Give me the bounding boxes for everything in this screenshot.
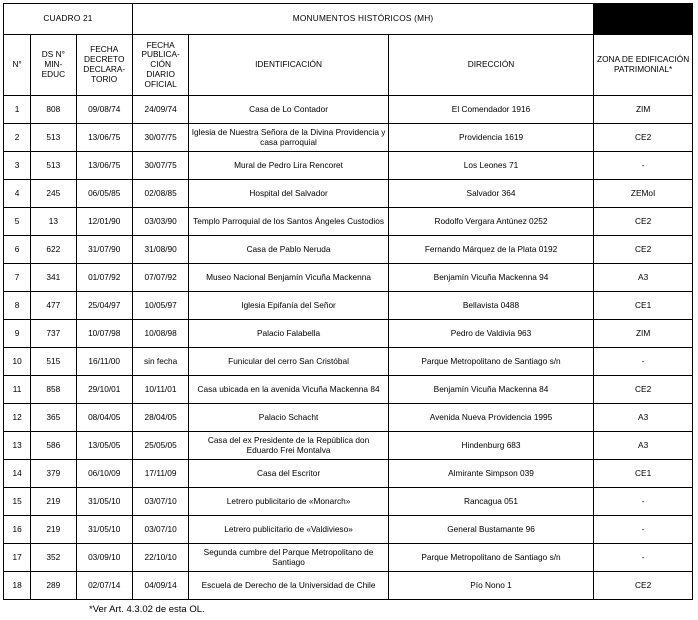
monumentos-historicos-table	[3, 3, 693, 600]
cell-identificacion: Hospital del Salvador	[189, 180, 388, 208]
table-body	[4, 4, 693, 600]
cell-fecha-decreto: 06/05/85	[76, 180, 132, 208]
cell-n: 17	[4, 544, 31, 572]
cell-zona: CE1	[594, 460, 693, 488]
cell-zona: -	[594, 544, 693, 572]
cell-ds: 289	[31, 572, 76, 600]
cell-n: 1	[4, 96, 31, 124]
cell-ds: 477	[31, 292, 76, 320]
cell-direccion: Salvador 364	[388, 180, 593, 208]
table-row	[4, 180, 693, 208]
cell-direccion: General Bustamante 96	[388, 516, 593, 544]
table-row	[4, 432, 693, 460]
cell-zona: -	[594, 516, 693, 544]
cell-zona: CE1	[594, 292, 693, 320]
cell-n: 16	[4, 516, 31, 544]
cell-n: 13	[4, 432, 31, 460]
table-title-row	[4, 4, 693, 35]
cell-fecha-decreto: 13/06/75	[76, 152, 132, 180]
cell-n: 5	[4, 208, 31, 236]
table-title: MONUMENTOS HISTÓRICOS (MH)	[132, 4, 593, 35]
cell-identificacion: Segunda cumbre del Parque Metropolitano de Santiago	[189, 544, 388, 572]
cell-ds: 513	[31, 152, 76, 180]
cell-ds: 737	[31, 320, 76, 348]
cell-fecha-decreto: 25/04/97	[76, 292, 132, 320]
cell-n: 9	[4, 320, 31, 348]
cell-ds: 513	[31, 124, 76, 152]
cell-fecha-decreto: 31/05/10	[76, 516, 132, 544]
table-row	[4, 96, 693, 124]
cell-ds: 808	[31, 96, 76, 124]
cell-n: 10	[4, 348, 31, 376]
cell-fecha-publicacion: 24/09/74	[132, 96, 188, 124]
cell-ds: 622	[31, 236, 76, 264]
cell-fecha-decreto: 01/07/92	[76, 264, 132, 292]
cell-zona: A3	[594, 432, 693, 460]
cell-zona: -	[594, 348, 693, 376]
table-number-label: CUADRO 21	[4, 4, 133, 35]
table-row	[4, 320, 693, 348]
table-row	[4, 208, 693, 236]
cell-ds: 515	[31, 348, 76, 376]
cell-ds: 219	[31, 516, 76, 544]
cell-direccion: Benjamín Vicuña Mackenna 94	[388, 264, 593, 292]
column-header-direccion: DIRECCIÓN	[388, 35, 593, 96]
cell-fecha-publicacion: sin fecha	[132, 348, 188, 376]
column-header-identificacion: IDENTIFICACIÓN	[189, 35, 388, 96]
table-footnote: *Ver Art. 4.3.02 de esta OL.	[89, 604, 205, 615]
cell-identificacion: Mural de Pedro Lira Rencoret	[189, 152, 388, 180]
cell-identificacion: Iglesia de Nuestra Señora de la Divina Providencia y casa parroquial	[189, 124, 388, 152]
table-row	[4, 124, 693, 152]
cell-zona: -	[594, 488, 693, 516]
cell-ds: 13	[31, 208, 76, 236]
column-header-zona: ZONA DE EDIFICACIÓN PATRIMONIAL*	[594, 35, 693, 96]
cell-identificacion: Letrero publicitario de «Valdivieso»	[189, 516, 388, 544]
cell-zona: CE2	[594, 124, 693, 152]
cell-zona: CE2	[594, 208, 693, 236]
cell-fecha-publicacion: 17/11/09	[132, 460, 188, 488]
cell-zona: A3	[594, 404, 693, 432]
cell-fecha-decreto: 03/09/10	[76, 544, 132, 572]
cell-identificacion: Casa de Pablo Neruda	[189, 236, 388, 264]
cell-n: 6	[4, 236, 31, 264]
table-header-row	[4, 35, 693, 96]
document-page	[3, 3, 693, 615]
cell-fecha-publicacion: 30/07/75	[132, 124, 188, 152]
cell-zona: CE2	[594, 572, 693, 600]
cell-n: 7	[4, 264, 31, 292]
cell-direccion: Rancagua 051	[388, 488, 593, 516]
cell-direccion: Almirante Simpson 039	[388, 460, 593, 488]
cell-zona: ZIM	[594, 96, 693, 124]
title-black-block	[594, 4, 693, 35]
cell-identificacion: Museo Nacional Benjamín Vicuña Mackenna	[189, 264, 388, 292]
cell-fecha-decreto: 16/11/00	[76, 348, 132, 376]
cell-fecha-publicacion: 28/04/05	[132, 404, 188, 432]
cell-direccion: El Comendador 1916	[388, 96, 593, 124]
cell-direccion: Pío Nono 1	[388, 572, 593, 600]
cell-direccion: Los Leones 71	[388, 152, 593, 180]
table-row	[4, 264, 693, 292]
cell-identificacion: Casa de Lo Contador	[189, 96, 388, 124]
cell-ds: 245	[31, 180, 76, 208]
cell-identificacion: Funicular del cerro San Cristóbal	[189, 348, 388, 376]
cell-direccion: Hindenburg 683	[388, 432, 593, 460]
cell-identificacion: Casa ubicada en la avenida Vicuña Mackenna 84	[189, 376, 388, 404]
cell-fecha-publicacion: 10/11/01	[132, 376, 188, 404]
cell-ds: 586	[31, 432, 76, 460]
cell-fecha-decreto: 08/04/05	[76, 404, 132, 432]
cell-fecha-publicacion: 04/09/14	[132, 572, 188, 600]
cell-ds: 379	[31, 460, 76, 488]
cell-fecha-decreto: 13/05/05	[76, 432, 132, 460]
cell-fecha-publicacion: 22/10/10	[132, 544, 188, 572]
cell-ds: 219	[31, 488, 76, 516]
cell-identificacion: Casa del ex Presidente de la República don Eduardo Frei Montalva	[189, 432, 388, 460]
column-header-n: N°	[4, 35, 31, 96]
cell-fecha-publicacion: 10/05/97	[132, 292, 188, 320]
cell-ds: 352	[31, 544, 76, 572]
column-header-fecha-publicacion: FECHA PUBLICA-CIÓN DIARIO OFICIAL	[132, 35, 188, 96]
cell-direccion: Pedro de Valdivia 963	[388, 320, 593, 348]
cell-n: 4	[4, 180, 31, 208]
cell-fecha-publicacion: 30/07/75	[132, 152, 188, 180]
column-header-fecha-decreto: FECHA DECRETO DECLARA-TORIO	[76, 35, 132, 96]
cell-n: 8	[4, 292, 31, 320]
cell-direccion: Parque Metropolitano de Santiago s/n	[388, 348, 593, 376]
cell-n: 12	[4, 404, 31, 432]
table-row	[4, 292, 693, 320]
cell-direccion: Parque Metropolitano de Santiago s/n	[388, 544, 593, 572]
table-row	[4, 488, 693, 516]
cell-zona: A3	[594, 264, 693, 292]
cell-identificacion: Iglesia Epifanía del Señor	[189, 292, 388, 320]
cell-fecha-publicacion: 03/07/10	[132, 516, 188, 544]
table-row	[4, 572, 693, 600]
cell-identificacion: Letrero publicitario de «Monarch»	[189, 488, 388, 516]
cell-zona: CE2	[594, 376, 693, 404]
cell-fecha-decreto: 13/06/75	[76, 124, 132, 152]
cell-fecha-publicacion: 10/08/98	[132, 320, 188, 348]
table-row	[4, 516, 693, 544]
table-row	[4, 404, 693, 432]
table-row	[4, 236, 693, 264]
cell-fecha-publicacion: 03/03/90	[132, 208, 188, 236]
cell-identificacion: Casa del Escritor	[189, 460, 388, 488]
cell-fecha-publicacion: 25/05/05	[132, 432, 188, 460]
cell-fecha-publicacion: 03/07/10	[132, 488, 188, 516]
cell-fecha-decreto: 10/07/98	[76, 320, 132, 348]
cell-ds: 365	[31, 404, 76, 432]
cell-direccion: Avenida Nueva Providencia 1995	[388, 404, 593, 432]
cell-fecha-decreto: 29/10/01	[76, 376, 132, 404]
cell-n: 3	[4, 152, 31, 180]
cell-n: 18	[4, 572, 31, 600]
cell-fecha-publicacion: 31/08/90	[132, 236, 188, 264]
cell-n: 15	[4, 488, 31, 516]
cell-zona: ZEMoI	[594, 180, 693, 208]
cell-identificacion: Escuela de Derecho de la Universidad de Chile	[189, 572, 388, 600]
table-row	[4, 544, 693, 572]
cell-identificacion: Palacio Schacht	[189, 404, 388, 432]
cell-zona: -	[594, 152, 693, 180]
cell-direccion: Rodolfo Vergara Antúnez 0252	[388, 208, 593, 236]
table-row	[4, 348, 693, 376]
cell-identificacion: Templo Parroquial de los Santos Ángeles Custodios	[189, 208, 388, 236]
cell-fecha-decreto: 12/01/90	[76, 208, 132, 236]
cell-zona: CE2	[594, 236, 693, 264]
cell-n: 11	[4, 376, 31, 404]
table-row	[4, 152, 693, 180]
cell-identificacion: Palacio Falabella	[189, 320, 388, 348]
cell-n: 14	[4, 460, 31, 488]
cell-direccion: Bellavista 0488	[388, 292, 593, 320]
cell-fecha-decreto: 02/07/14	[76, 572, 132, 600]
cell-fecha-decreto: 31/07/90	[76, 236, 132, 264]
cell-fecha-publicacion: 02/08/85	[132, 180, 188, 208]
cell-n: 2	[4, 124, 31, 152]
cell-ds: 858	[31, 376, 76, 404]
cell-ds: 341	[31, 264, 76, 292]
table-row	[4, 460, 693, 488]
table-row	[4, 376, 693, 404]
cell-zona: ZIM	[594, 320, 693, 348]
cell-direccion: Fernando Márquez de la Plata 0192	[388, 236, 593, 264]
cell-fecha-decreto: 06/10/09	[76, 460, 132, 488]
cell-direccion: Providencia 1619	[388, 124, 593, 152]
cell-fecha-decreto: 09/08/74	[76, 96, 132, 124]
cell-fecha-publicacion: 07/07/92	[132, 264, 188, 292]
cell-fecha-decreto: 31/05/10	[76, 488, 132, 516]
column-header-ds: DS N° MIN-EDUC	[31, 35, 76, 96]
cell-direccion: Benjamín Vicuña Mackenna 84	[388, 376, 593, 404]
